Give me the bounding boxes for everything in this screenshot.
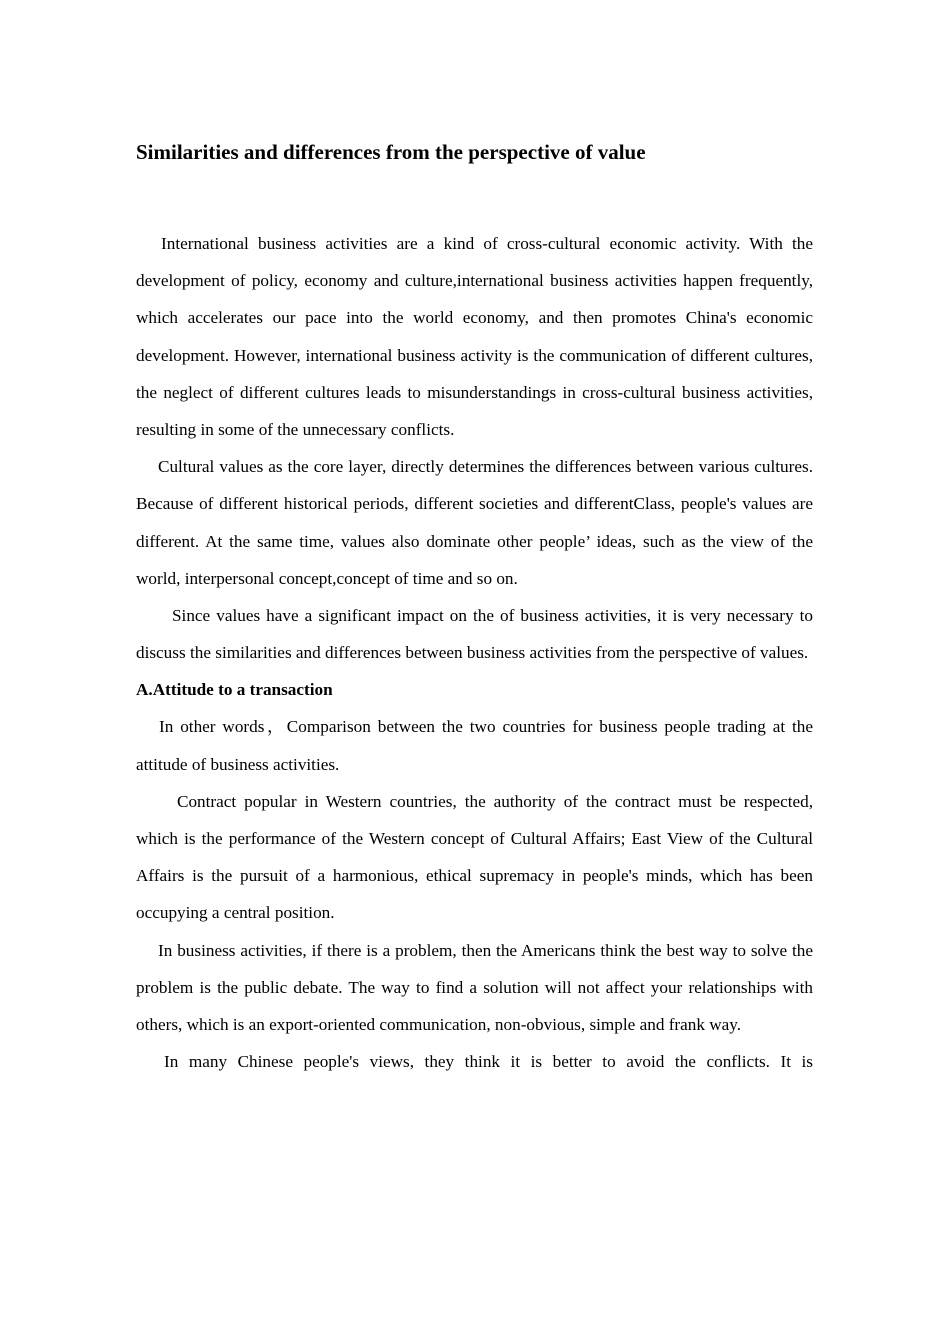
- paragraph-cultural-values: Cultural values as the core layer, directly determines the differences between various cultures. Because of different historical periods, different societies and differentClass, people's values are different. At the same time, values also dominate other people’ ideas, such as the view of the world, interpersonal concept,concept of time and so on.: [136, 457, 813, 588]
- paragraph-americans: In business activities, if there is a problem, then the Americans think the best way to solve the problem is the public debate. The way to find a solution will not affect your relationships with others, which is an export-oriented communication, non-obvious, simple and frank way.: [136, 940, 813, 1035]
- paragraph-comparison: In other words，Comparison between the two countries for business people trading at the attitude of business activities.: [136, 717, 813, 774]
- document-body: [136, 225, 813, 1080]
- paragraph-values-impact: Since values have a significant impact on the of business activities, it is very necessary to discuss the similarities and differences between business activities from the perspective of values.: [136, 606, 813, 663]
- paragraph-intro: International business activities are a kind of cross-cultural economic activity. With the development of policy, economy and culture,international business activities happen frequently, which accelerates our pace into the world economy, and then promotes China's economic development. However, international business activity is the communication of different cultures, the neglect of different cultures leads to misunderstandings in cross-cultural business activities, resulting in some of the unnecessary conflicts.: [136, 234, 813, 440]
- paragraph-contract: Contract popular in Western countries, the authority of the contract must be respected, which is the performance of the Western concept of Cultural Affairs; East View of the Cultural Affairs is the pursuit of a harmonious, ethical supremacy in people's minds, which has been occupying a central position.: [136, 791, 813, 923]
- paragraph-chinese: In many Chinese people's views, they think it is better to avoid the conflicts. It is: [164, 1052, 813, 1072]
- section-heading: A.Attitude to a transaction: [136, 680, 333, 700]
- document-title: Similarities and differences from the perspective of value: [136, 140, 646, 164]
